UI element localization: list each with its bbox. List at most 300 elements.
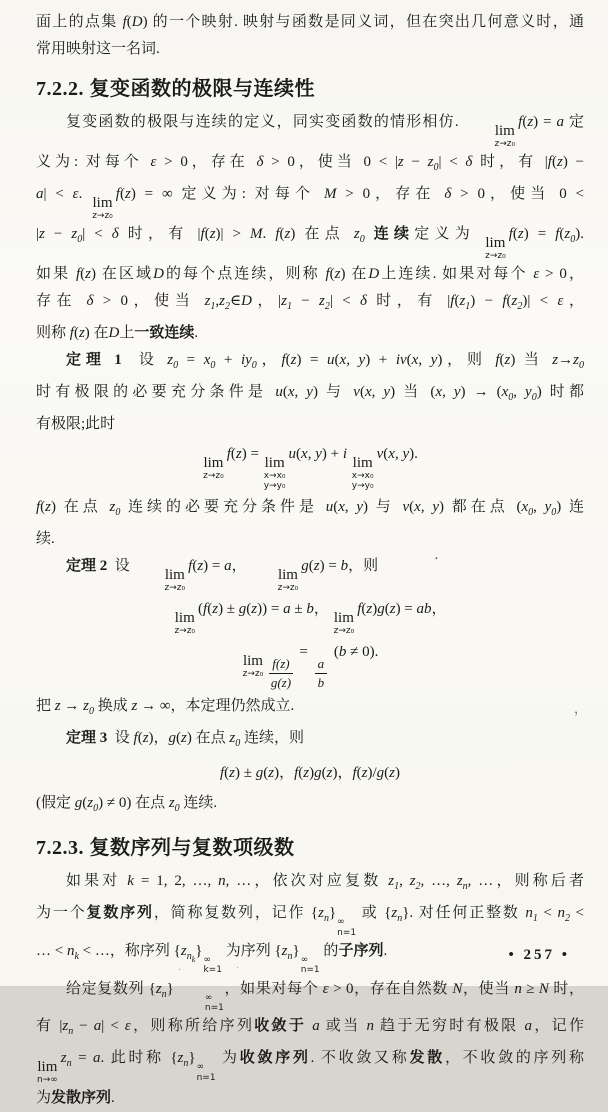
text-line: 面上的点集 f(D) 的一个映射. 映射与函数是同义词，但在突出几何意义时，通 xyxy=(36,14,584,30)
math-var: g xyxy=(376,765,385,782)
math-var: f xyxy=(36,499,41,515)
bold-term: 收敛序列 xyxy=(239,1050,311,1067)
bold-term: 子序列 xyxy=(338,942,384,959)
math-var: v xyxy=(353,384,360,400)
subscript: 0 xyxy=(115,507,121,518)
limit-subscript: x→x₀ xyxy=(263,471,286,481)
subscript: 0 xyxy=(173,360,179,371)
math-var: g xyxy=(314,765,322,782)
math-var: f xyxy=(450,293,455,309)
math-var: z xyxy=(54,698,61,715)
math-var: z xyxy=(219,293,225,309)
math-var: z xyxy=(229,730,236,747)
math-var: z xyxy=(389,765,395,782)
math-var: D xyxy=(368,266,380,282)
math-var: f xyxy=(200,226,205,242)
math-var: ε xyxy=(150,154,157,170)
limit-word: lim xyxy=(277,567,298,583)
stacked-subscript: n=1 xyxy=(196,1072,216,1083)
bold-term: 复数序列 xyxy=(86,905,154,922)
stacked-superscript: ∞ xyxy=(337,917,345,928)
limit-word: lim xyxy=(352,455,373,471)
subscript: 2 xyxy=(517,301,523,312)
subscript: 0 xyxy=(210,360,216,371)
subscript: 0 xyxy=(528,507,534,518)
subscript: n xyxy=(397,913,403,925)
math-var: z xyxy=(303,765,310,782)
math-var: z xyxy=(209,226,216,242)
subscript: 1 xyxy=(532,913,538,925)
scan-mark: ， xyxy=(574,701,588,716)
math-var: ε xyxy=(72,186,79,202)
math-var: y xyxy=(356,499,364,515)
math-var: y xyxy=(525,384,532,400)
math-var: i xyxy=(342,446,348,462)
stacked-superscript: ∞ xyxy=(203,954,211,965)
math-var: f xyxy=(275,226,280,242)
math-var: a xyxy=(312,1018,320,1035)
math-var: z xyxy=(290,352,297,368)
math-var: z xyxy=(131,698,138,715)
limit-subscript: y→y₀ xyxy=(263,481,286,491)
math-var: n xyxy=(514,980,522,997)
subscript: 0 xyxy=(359,234,365,245)
bold-term: 7.2.2. 复变函数的极限与连续性 xyxy=(36,78,315,100)
math-var: z xyxy=(142,730,149,747)
math-var: z xyxy=(361,765,368,782)
math-var: f xyxy=(69,325,74,341)
math-var: g xyxy=(168,730,177,747)
math-var: ab xyxy=(416,601,432,617)
limit-word: lim xyxy=(174,610,195,626)
section-heading xyxy=(36,835,584,861)
math-var: z xyxy=(235,446,242,462)
text-line: 则称 f(z) 在D上一致连续. xyxy=(36,325,199,341)
math-var: z xyxy=(85,266,91,282)
limit-operator xyxy=(37,1060,58,1085)
limit-subscript: z→z₀ xyxy=(164,583,186,593)
math-var: f xyxy=(502,293,507,309)
math-var: g xyxy=(238,601,247,617)
limit-operator xyxy=(485,236,506,261)
paragraph xyxy=(36,868,584,975)
math-var: f xyxy=(547,154,552,170)
math-var: x xyxy=(435,384,443,400)
text-line: f(z) 在点 $z_0$ 连续的必要充分条件是 u(x, y) 与 v(x, y) 都在点 ($x_0$, $y_0$) 连 xyxy=(36,499,585,518)
math-var: x xyxy=(388,446,395,462)
math-var: y xyxy=(544,499,552,515)
math-var: z xyxy=(517,226,524,242)
stacked-script xyxy=(197,1062,216,1083)
math-var: z xyxy=(334,266,341,282)
text-line: 续. xyxy=(36,531,55,547)
math-var: z xyxy=(71,226,78,242)
math-var: z xyxy=(504,352,511,368)
math-var: u xyxy=(275,384,283,400)
math-var: z xyxy=(251,601,258,617)
math-var: z xyxy=(319,293,325,309)
math-var: u xyxy=(325,499,334,515)
limit-operator xyxy=(264,456,286,491)
math-var: z xyxy=(109,499,116,515)
fraction-denominator: b xyxy=(317,674,325,690)
limit-subscript: z→z₀ xyxy=(203,471,224,481)
math-var: z xyxy=(180,942,187,959)
math-var: v xyxy=(376,446,384,462)
limit-subscript: z→z₀ xyxy=(333,626,355,636)
limit-operator xyxy=(465,124,516,149)
bold-term: 发散序列 xyxy=(51,1090,112,1107)
bold-term: 7.2.3. 复数序列与复数项级数 xyxy=(36,837,295,860)
limit-subscript: z→z₀ xyxy=(92,211,113,221)
text-line: (假定 $g(z_0) \ne 0$) 在点 $z_0$ 连续. xyxy=(36,795,218,815)
fraction xyxy=(315,656,328,690)
limit-subscript: z→z₀ xyxy=(242,669,264,679)
math-var: z xyxy=(229,765,236,782)
text-line: 时有极限的必要充分条件是 u(x, y) 与 v(x, y) 当 (x, $y) \to (x_0$, $y_0$) 时都 xyxy=(36,384,585,403)
math-var: u xyxy=(327,352,335,368)
stacked-subscript: k=1 xyxy=(203,965,222,976)
bold-term: 发散 xyxy=(409,1050,445,1067)
text-line: 把 $z \to z_0$ 换成 z → ∞，本定理仍然成立. xyxy=(36,698,295,718)
limit-operator xyxy=(248,568,299,593)
math-var: k xyxy=(127,873,134,890)
math-var: x xyxy=(521,499,529,515)
limit-word: lim xyxy=(242,653,263,669)
math-var: z xyxy=(326,765,333,782)
math-var: x xyxy=(203,352,211,368)
sub-subscript: k xyxy=(191,954,196,964)
math-var: z xyxy=(83,698,89,715)
fraction-numerator: a xyxy=(315,656,328,674)
subscript: n xyxy=(66,1058,72,1070)
math-var: f xyxy=(352,765,357,782)
limit-word: lim xyxy=(92,195,113,211)
fraction-numerator: f(z) xyxy=(269,656,292,674)
math-var: f xyxy=(226,446,231,462)
display-formula: f(z) ± g(z)，f(z)g(z)，f(z)/g(z) xyxy=(220,765,400,782)
text-line: 如果 f(z) 在区域D的每个点连续，则称 f(z) 在D上连续. 如果对每个 ε > 0， xyxy=(36,266,584,282)
text-line: 存在 δ > 0，使当 $z_1,z_2\in D$，$|z_1 - z_2| < \delta$ 时，有 $|f(z_1) - f(z_2)| < \varepsilon$， xyxy=(36,293,584,312)
math-var: z xyxy=(281,942,288,959)
math-var: z xyxy=(87,795,94,812)
text-line: lim n→∞ $z_n = a$. 此时称 $\{z_n\}$ ∞ n=1 为收敛序列. 不收敛又称发散，不收敛的序列称 xyxy=(37,1050,584,1086)
text-line: 复变函数的极限与连续的定义，同实变函数的情形相仿. lim z→z₀ f(z) = a 定 xyxy=(66,114,584,149)
math-var: a xyxy=(93,1018,102,1035)
scan-mark: · xyxy=(178,965,182,976)
text-line: 为发散序列. xyxy=(36,1090,115,1107)
math-var: z xyxy=(168,795,175,812)
math-var: x xyxy=(287,384,295,400)
subscript: 0 xyxy=(508,392,514,403)
text-line: 定理 2 设 lim z→z₀ f(z) = a， lim z→z₀ g(z) = b，则 xyxy=(66,558,379,593)
text-line xyxy=(36,76,584,102)
math-var: x xyxy=(338,499,345,515)
math-var: g xyxy=(74,795,83,812)
math-var: ε xyxy=(322,980,329,997)
math-var: n xyxy=(66,942,75,959)
limit-word: lim xyxy=(494,123,515,139)
subscript: 0 xyxy=(433,162,439,173)
math-var: ε xyxy=(557,293,564,309)
limit-word: lim xyxy=(333,610,354,626)
math-var: x xyxy=(301,446,308,462)
math-var: M xyxy=(250,226,263,242)
math-var: z xyxy=(409,873,416,890)
math-var: y xyxy=(402,446,410,462)
math-var: δ xyxy=(111,226,119,242)
math-var: z xyxy=(391,905,398,922)
math-var: N xyxy=(452,980,463,997)
math-var: f xyxy=(495,352,500,368)
display-formula: lim z→z₀ (f(z) ± g(z)) = a ± b， lim z→z₀ f(z)g(z) = ab， xyxy=(174,601,447,636)
math-var: f xyxy=(325,266,330,282)
stacked-superscript: ∞ xyxy=(300,954,309,965)
math-var: g xyxy=(301,558,309,574)
math-var: y xyxy=(358,352,366,368)
subscript: n xyxy=(68,1026,74,1038)
math-var: δ xyxy=(444,186,452,202)
text-line: $|z - z_0| < \delta$ 时，有 |f(z)| > M. f(z) 在点 $z_0$ 连续定义为 lim z→z₀ $f(z) = f(z_0)$. xyxy=(36,226,584,261)
scan-mark: · xyxy=(434,551,439,567)
math-var: n xyxy=(218,873,226,890)
math-var: f xyxy=(508,226,513,242)
limit-subscript: x→x₀ xyxy=(351,471,374,481)
limit-subscript: z→z₀ xyxy=(174,626,196,636)
math-var: b xyxy=(340,558,349,574)
math-var: y xyxy=(315,446,322,462)
subscript: 2 xyxy=(324,301,330,312)
limit-operator xyxy=(135,568,186,593)
limit-operator xyxy=(174,611,195,636)
math-var: n xyxy=(557,905,565,922)
math-var: y xyxy=(383,384,391,400)
math-var: f xyxy=(518,114,523,130)
subscript: n xyxy=(161,988,167,1000)
math-var: z xyxy=(389,601,396,617)
math-var: y xyxy=(453,384,461,400)
math-var: z xyxy=(313,558,320,574)
math-var: z xyxy=(318,905,324,922)
subscript: n xyxy=(323,913,329,925)
math-var: z xyxy=(284,226,291,242)
math-var: z xyxy=(167,352,174,368)
math-var: a xyxy=(556,114,565,130)
subscript: 0 xyxy=(235,738,241,750)
limit-operator xyxy=(203,456,224,481)
math-var: ε xyxy=(124,1018,131,1035)
bold-term: 定理 1 xyxy=(66,352,122,368)
limit-operator xyxy=(243,654,264,679)
math-var: z xyxy=(527,114,534,130)
stacked-subscript: n=1 xyxy=(204,1002,224,1013)
subscript: nk xyxy=(186,950,196,964)
math-var: δ xyxy=(465,154,473,170)
math-var: z xyxy=(212,601,219,617)
stacked-subscript: n=1 xyxy=(337,927,357,938)
limit-subscript: z→z₀ xyxy=(485,251,506,261)
math-var: D xyxy=(131,14,143,30)
math-var: D xyxy=(153,266,164,282)
subscript: 1 xyxy=(465,301,471,312)
math-var: f xyxy=(357,601,362,617)
math-var: n xyxy=(366,1018,374,1035)
math-var: δ xyxy=(359,293,367,309)
math-var: x xyxy=(414,499,421,515)
limit-operator xyxy=(92,196,113,221)
text-line: 常用映射这一名词. xyxy=(36,41,160,57)
math-var: b xyxy=(338,644,347,660)
math-var: D xyxy=(241,293,252,309)
math-var: f xyxy=(555,226,560,242)
math-var: a xyxy=(283,601,291,617)
stacked-script xyxy=(203,955,221,976)
math-var: z xyxy=(60,1050,67,1067)
math-var: z xyxy=(456,873,463,890)
limit-word: lim xyxy=(37,1059,58,1076)
math-var: z xyxy=(556,154,563,170)
limit-operator xyxy=(334,611,355,636)
paragraph xyxy=(36,347,584,553)
math-var: x xyxy=(339,352,347,368)
math-var: z xyxy=(459,293,466,309)
bold-term: 一致连续 xyxy=(134,325,195,341)
math-var: y xyxy=(430,352,438,368)
math-var: a xyxy=(224,558,232,574)
math-var: z xyxy=(39,226,45,242)
subscript: 0 xyxy=(251,360,257,371)
stacked-superscript: ∞ xyxy=(196,1062,205,1073)
math-var: f xyxy=(122,14,127,30)
math-var: v xyxy=(402,499,410,515)
math-var: g xyxy=(377,601,385,617)
subscript: 0 xyxy=(570,234,576,245)
math-var: z xyxy=(268,765,275,782)
fraction-denominator: g(z) xyxy=(270,674,292,690)
math-var: u xyxy=(288,446,297,462)
limit-subscript: n→∞ xyxy=(37,1075,58,1086)
math-var: iv xyxy=(395,352,407,368)
math-var: z xyxy=(564,226,571,242)
math-var: z xyxy=(62,1018,69,1035)
math-var: z xyxy=(511,293,518,309)
math-var: f xyxy=(133,730,138,747)
section-heading xyxy=(36,76,584,102)
bold-term: 定理 2 xyxy=(66,558,108,574)
scan-mark: · xyxy=(236,963,240,974)
math-var: y xyxy=(306,384,313,400)
paragraph xyxy=(36,9,584,63)
subscript: 1 xyxy=(286,301,292,312)
math-var: z xyxy=(78,325,85,341)
paragraph xyxy=(36,553,584,725)
math-var: z xyxy=(181,730,187,747)
fraction xyxy=(269,656,292,690)
math-var: f xyxy=(294,765,299,782)
text-line xyxy=(36,835,584,861)
text-line: 如果对 k = 1, 2, …, n, …，依次对应复数 $z_1$, $z_2$, …, $z_n$, …，则称后者 xyxy=(66,873,584,893)
math-var: N xyxy=(538,980,549,997)
math-var: z xyxy=(573,352,579,368)
text-line: 有 $|z_n - a| < \varepsilon$，则称所给序列收敛于 a 或当 n 趋于无穷时有极限 a，记作 xyxy=(36,1018,584,1038)
math-var: f xyxy=(281,352,286,368)
math-var: M xyxy=(323,186,337,202)
stacked-superscript: ∞ xyxy=(204,992,213,1003)
math-var: a xyxy=(36,186,44,202)
math-var: z xyxy=(155,980,162,997)
limit-word: lim xyxy=(164,567,185,583)
text-line: a| < ε. lim z→z₀ f(z) = ∞ 定义为: 对每个 M > 0，存在 δ > 0，使当 0 < xyxy=(36,186,584,221)
text-line: 为一个复数序列，简称复数列，记作 $\{z_n\}$ ∞ n=1 或 $\{z_n\}$. 对任何正整数 $n_1 < n_2$ < xyxy=(36,905,584,938)
limit-operator xyxy=(352,456,374,491)
text-line: 有极限;此时 xyxy=(36,416,116,432)
page-number: • 257 • xyxy=(508,947,570,963)
math-var: z xyxy=(124,186,131,202)
subscript: 0 xyxy=(551,507,557,518)
stacked-subscript: n=1 xyxy=(300,965,320,976)
math-var: f xyxy=(115,186,120,202)
limit-subscript: z→z₀ xyxy=(494,139,516,149)
math-var: δ xyxy=(256,154,264,170)
bold-term: 收敛于 xyxy=(254,1018,307,1035)
stacked-script xyxy=(301,955,320,976)
math-var: z xyxy=(366,601,373,617)
subscript: 0 xyxy=(174,803,180,815)
math-var: a xyxy=(93,1050,101,1067)
limit-subscript: y→y₀ xyxy=(351,481,374,491)
math-var: g xyxy=(255,765,264,782)
paragraph xyxy=(36,976,584,1112)
math-var: iy xyxy=(240,352,252,368)
math-var: z xyxy=(552,352,559,368)
bold-term: 定理 3 xyxy=(66,730,108,747)
text-line: 义为: 对每个 ε > 0，存在 δ > 0，使当 $0 < |z - z_0| < \delta$ 时，有 |f(z) − xyxy=(36,154,584,173)
math-var: z xyxy=(281,293,287,309)
math-var: f xyxy=(220,765,225,782)
math-var: z xyxy=(197,558,204,574)
math-var: z xyxy=(353,226,360,242)
math-var: z xyxy=(45,499,52,515)
math-var: z xyxy=(388,873,395,890)
subscript: 0 xyxy=(88,706,94,718)
subscript: n xyxy=(287,950,293,962)
subscript: n xyxy=(462,881,468,893)
subscript: 2 xyxy=(415,881,421,893)
text-line: 给定复数列 $\{z_n\}$ ∞ n=1 ，如果对每个 ε > 0，存在自然数 N，使当 n ≥ N 时， xyxy=(66,980,584,1013)
math-var: z xyxy=(427,154,434,170)
math-var: ε xyxy=(533,266,540,282)
paragraph xyxy=(36,725,584,822)
stacked-script xyxy=(175,993,224,1014)
subscript: 1 xyxy=(210,301,216,312)
limit-word: lim xyxy=(485,235,506,251)
math-var: x xyxy=(411,352,419,368)
math-var: f xyxy=(75,266,81,282)
subscript: n xyxy=(183,1058,189,1070)
subscript: 0 xyxy=(531,392,537,403)
math-var: y xyxy=(432,499,440,515)
display-formula: lim z→z₀ f(z) = lim x→x₀ y→y₀ u(x, y) + i lim x→x₀ y→y₀ v(x, y). xyxy=(203,446,418,491)
subscript: 1 xyxy=(394,881,400,893)
math-var: z xyxy=(177,1050,184,1067)
text-line: 定理 3 设 f(z)，g(z) 在点 $z_0$ 连续，则 xyxy=(66,730,304,750)
limit-word: lim xyxy=(203,455,224,471)
math-var: n xyxy=(525,905,533,922)
paragraph xyxy=(36,109,584,347)
math-var: x xyxy=(501,384,509,400)
subscript: 2 xyxy=(564,913,570,925)
math-var: b xyxy=(306,601,314,617)
